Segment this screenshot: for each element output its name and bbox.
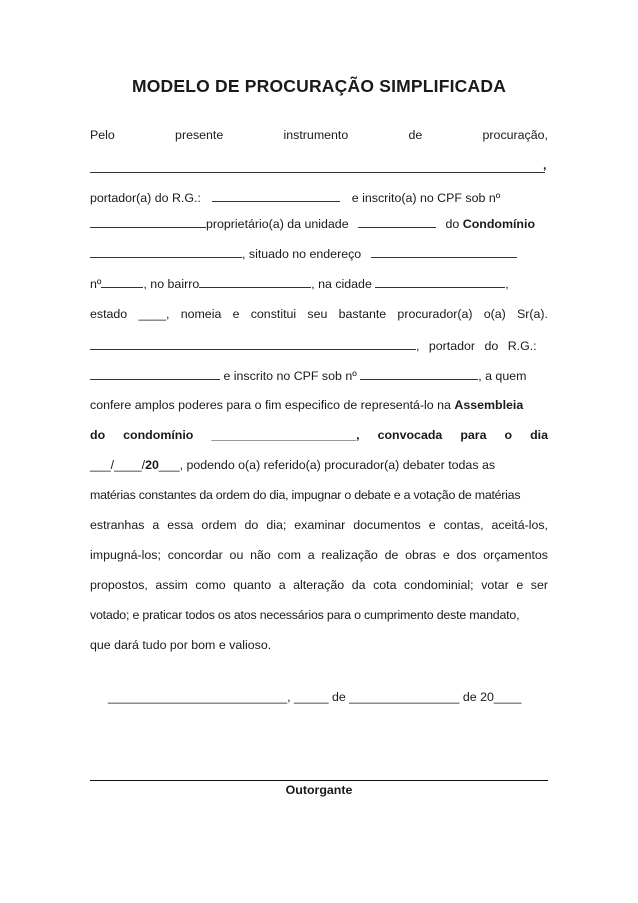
cpf-blank[interactable] (90, 215, 206, 228)
number-label: nº (90, 277, 102, 291)
word: presente (175, 128, 224, 142)
text-line-4 (90, 215, 548, 231)
text-line-18: que dará tudo por bom e valioso. (90, 638, 272, 652)
text-line-3 (90, 189, 548, 205)
text-line-9 (90, 367, 548, 383)
word: convocada (377, 428, 443, 442)
rg-label: portador(a) do R.G.: (90, 191, 201, 205)
text-line-13: matérias constantes da ordem do dia, impugnar o debate e a votação de matérias (90, 488, 521, 502)
rg-blank[interactable] (212, 189, 340, 202)
word: condomínio (123, 428, 194, 442)
text-line-17: votado; e praticar todos os atos necessários para o cumprimento deste mandato, (90, 608, 520, 622)
condominio-name-blank[interactable]: _____________________, (211, 428, 360, 442)
cidade-label: , na cidade (311, 277, 372, 291)
number-blank[interactable] (101, 275, 143, 288)
page-title: MODELO DE PROCURAÇÃO SIMPLIFICADA (131, 76, 507, 96)
text-line-10 (90, 398, 548, 412)
word: de (408, 128, 423, 142)
comma: , (505, 277, 509, 291)
date-blank[interactable]: ___/____/ (90, 458, 146, 472)
word: Pelo (90, 128, 115, 142)
bairro-blank[interactable] (199, 275, 311, 288)
signature-rule[interactable] (90, 780, 548, 781)
do-word: do (445, 217, 460, 231)
address-label: , situado no endereço (242, 247, 362, 261)
text-line-7: estado ____, nomeia e constitui seu bastante procurador(a) o(a) Sr(a). (90, 307, 548, 321)
cidade-blank[interactable] (375, 275, 505, 288)
procurador-blank[interactable] (90, 337, 416, 350)
procurador-rg-label: , portador do R.G.: (416, 339, 537, 353)
signature-label: Outorgante (285, 783, 353, 797)
cpf-label: e inscrito(a) no CPF sob nº (351, 191, 501, 205)
text-line-5 (90, 245, 548, 261)
unit-blank[interactable] (358, 215, 436, 228)
unit-label: proprietário(a) da unidade (206, 217, 349, 231)
procurador-cpf-blank[interactable] (360, 367, 478, 380)
name-blank-line[interactable] (90, 172, 545, 173)
word: procuração, (482, 128, 548, 142)
powers-text: confere amplos poderes para o fim especifico de representá-lo na (90, 398, 451, 412)
text-line-1 (90, 128, 548, 142)
text-line-8 (90, 337, 548, 353)
word: dia (530, 428, 549, 442)
line-2-comma: , (543, 158, 547, 172)
a-quem: , a quem (478, 369, 527, 383)
text-line-6 (90, 275, 548, 291)
word: o (504, 428, 513, 442)
word: para (460, 428, 487, 442)
word: instrumento (283, 128, 349, 142)
text-line-12 (90, 458, 548, 472)
text-line-16: propostos, assim como quanto a alteração da cota condominial; votar e ser (90, 578, 548, 592)
text-line-14: estranhas a essa ordem do dia; examinar documentos e contas, aceitá-los, (90, 518, 548, 532)
word: do (90, 428, 106, 442)
condominio-word: Condomínio (462, 217, 536, 231)
procurador-cpf-label: e inscrito no CPF sob nº (223, 369, 357, 383)
year-prefix: 20 (145, 458, 159, 472)
address-blank[interactable] (371, 245, 517, 258)
condominio-blank[interactable] (90, 245, 242, 258)
debate-text: ___, podendo o(a) referido(a) procurador(a) debater todas as (158, 458, 496, 472)
procurador-rg-blank[interactable] (90, 367, 220, 380)
text-line-11 (90, 428, 548, 442)
place-date-line[interactable]: __________________________, _____ de ________________ de 20____ (108, 690, 522, 704)
assembleia-word: Assembleia (454, 398, 524, 412)
bairro-label: , no bairro (143, 277, 200, 291)
text-line-15: impugná-los; concordar ou não com a realização de obras e dos orçamentos (90, 548, 548, 562)
